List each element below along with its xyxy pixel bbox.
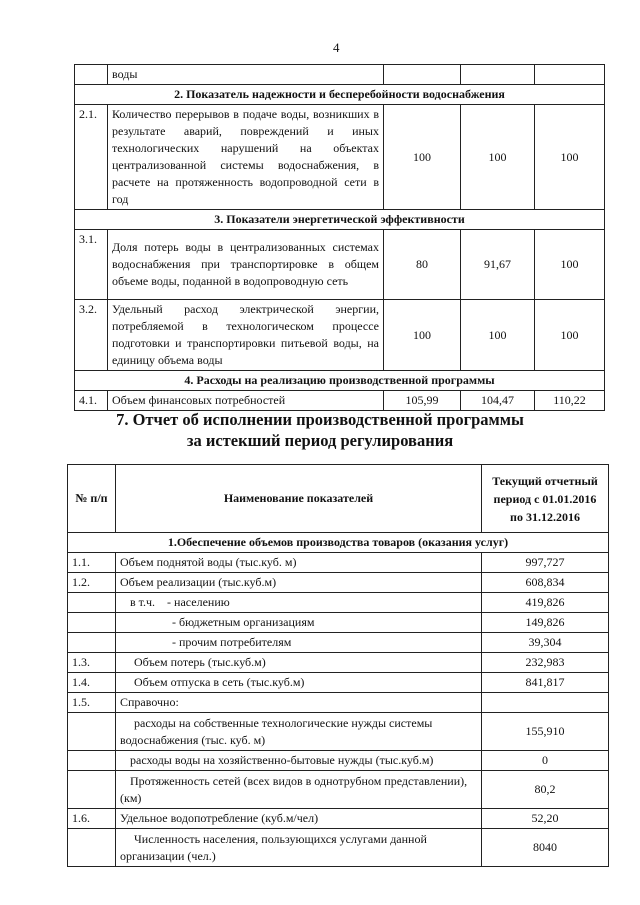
value-cell: 80,2 <box>482 771 609 809</box>
value-cell: 841,817 <box>482 673 609 693</box>
row-text: Объем потерь (тыс.куб.м) <box>116 653 482 673</box>
value-cell: 100 <box>461 300 535 371</box>
row-text: Справочно: <box>116 693 482 713</box>
row-number: 1.3. <box>68 653 116 673</box>
value-cell: 100 <box>535 105 605 210</box>
value-cell: 997,727 <box>482 553 609 573</box>
table-row <box>68 553 609 573</box>
row-number <box>68 751 116 771</box>
table-row <box>75 105 605 210</box>
row-number: 1.1. <box>68 553 116 573</box>
row-number <box>68 633 116 653</box>
row-text: Протяженность сетей (всех видов в однотрубном представлении), (км) <box>116 771 482 809</box>
row-number: 3.2. <box>75 300 108 371</box>
row-number: 1.6. <box>68 809 116 829</box>
row-text: Объем реализации (тыс.куб.м) <box>116 573 482 593</box>
header-row <box>68 465 609 533</box>
table-row <box>68 829 609 867</box>
row-text: - прочим потребителям <box>116 633 482 653</box>
row-text: Удельный расход электрической энергии, потребляемой в технологическом процессе подготовки и транспортировки питьевой воды, на единицу объема воды <box>108 300 384 371</box>
row-number: 1.5. <box>68 693 116 713</box>
row-number <box>68 771 116 809</box>
row-text: расходы воды на хозяйственно-бытовые нужды (тыс.куб.м) <box>116 751 482 771</box>
row-number <box>68 613 116 633</box>
value-cell: 100 <box>535 230 605 300</box>
row-number: 1.2. <box>68 573 116 593</box>
section-title: 4. Расходы на реализацию производственной программы <box>75 371 605 391</box>
row-text: Численность населения, пользующихся услугами данной организации (чел.) <box>116 829 482 867</box>
indicators-table <box>74 64 605 411</box>
section-row <box>68 533 609 553</box>
value-cell: 110,22 <box>535 391 605 411</box>
value-cell: 80 <box>384 230 461 300</box>
table-row <box>75 391 605 411</box>
header-name: Наименование показателей <box>116 465 482 533</box>
section-row <box>75 85 605 105</box>
row-text: расходы на собственные технологические нужды системы водоснабжения (тыс. куб. м) <box>116 713 482 751</box>
value-cell: 155,910 <box>482 713 609 751</box>
table-row <box>68 673 609 693</box>
value-cell: 8040 <box>482 829 609 867</box>
table-row <box>68 593 609 613</box>
row-text: - бюджетным организациям <box>116 613 482 633</box>
report-heading-line1: 7. Отчет об исполнении производственной программы <box>116 410 524 429</box>
row-text: Доля потерь воды в централизованных системах водоснабжения при транспортировке в общем объеме воды, поданной в водопроводную сеть <box>108 230 384 300</box>
value-cell: 0 <box>482 751 609 771</box>
table-cell <box>75 65 108 85</box>
table-cell <box>461 65 535 85</box>
table-row <box>68 633 609 653</box>
row-text: Удельное водопотребление (куб.м/чел) <box>116 809 482 829</box>
row-number: 4.1. <box>75 391 108 411</box>
value-cell: 100 <box>384 300 461 371</box>
value-cell: 149,826 <box>482 613 609 633</box>
table-cell <box>384 65 461 85</box>
value-cell: 608,834 <box>482 573 609 593</box>
row-text: Объем поднятой воды (тыс.куб. м) <box>116 553 482 573</box>
section-title: 3. Показатели энергетической эффективности <box>75 210 605 230</box>
section-title: 2. Показатель надежности и бесперебойности водоснабжения <box>75 85 605 105</box>
table-row <box>68 693 609 713</box>
row-number <box>68 713 116 751</box>
report-table <box>67 464 609 867</box>
table-row <box>75 230 605 300</box>
header-period: Текущий отчетный период с 01.01.2016 по 31.12.2016 <box>482 465 609 533</box>
row-number: 1.4. <box>68 673 116 693</box>
value-cell: 100 <box>384 105 461 210</box>
value-cell: 419,826 <box>482 593 609 613</box>
page-number: 4 <box>333 40 340 55</box>
row-text: в т.ч. - населению <box>116 593 482 613</box>
value-cell: 52,20 <box>482 809 609 829</box>
table-row <box>75 65 605 85</box>
header-num: № п/п <box>68 465 116 533</box>
table-row <box>68 573 609 593</box>
section-title: 1.Обеспечение объемов производства товаров (оказания услуг) <box>68 533 609 553</box>
value-cell: 100 <box>535 300 605 371</box>
table-row <box>75 300 605 371</box>
section-row <box>75 210 605 230</box>
value-cell: 104,47 <box>461 391 535 411</box>
row-number <box>68 829 116 867</box>
table-row <box>68 613 609 633</box>
value-cell: 91,67 <box>461 230 535 300</box>
value-cell: 39,304 <box>482 633 609 653</box>
row-text: Объем отпуска в сеть (тыс.куб.м) <box>116 673 482 693</box>
table-row <box>68 751 609 771</box>
row-text: воды <box>108 65 384 85</box>
row-text: Объем финансовых потребностей <box>108 391 384 411</box>
table-row <box>68 771 609 809</box>
row-number: 3.1. <box>75 230 108 300</box>
value-cell: 232,983 <box>482 653 609 673</box>
table-cell <box>535 65 605 85</box>
value-cell: 105,99 <box>384 391 461 411</box>
row-text: Количество перерывов в подаче воды, возникших в результате аварий, повреждений и иных технологических нарушений на объектах централизованной системы водоснабжения, в расчете на протяженность водопроводной сети в год <box>108 105 384 210</box>
row-number <box>68 593 116 613</box>
report-heading-line2: за истекший период регулирования <box>186 431 454 450</box>
table-row <box>68 713 609 751</box>
table-row <box>68 653 609 673</box>
row-number: 2.1. <box>75 105 108 210</box>
value-cell: 100 <box>461 105 535 210</box>
value-cell <box>482 693 609 713</box>
table-row <box>68 809 609 829</box>
section-row <box>75 371 605 391</box>
